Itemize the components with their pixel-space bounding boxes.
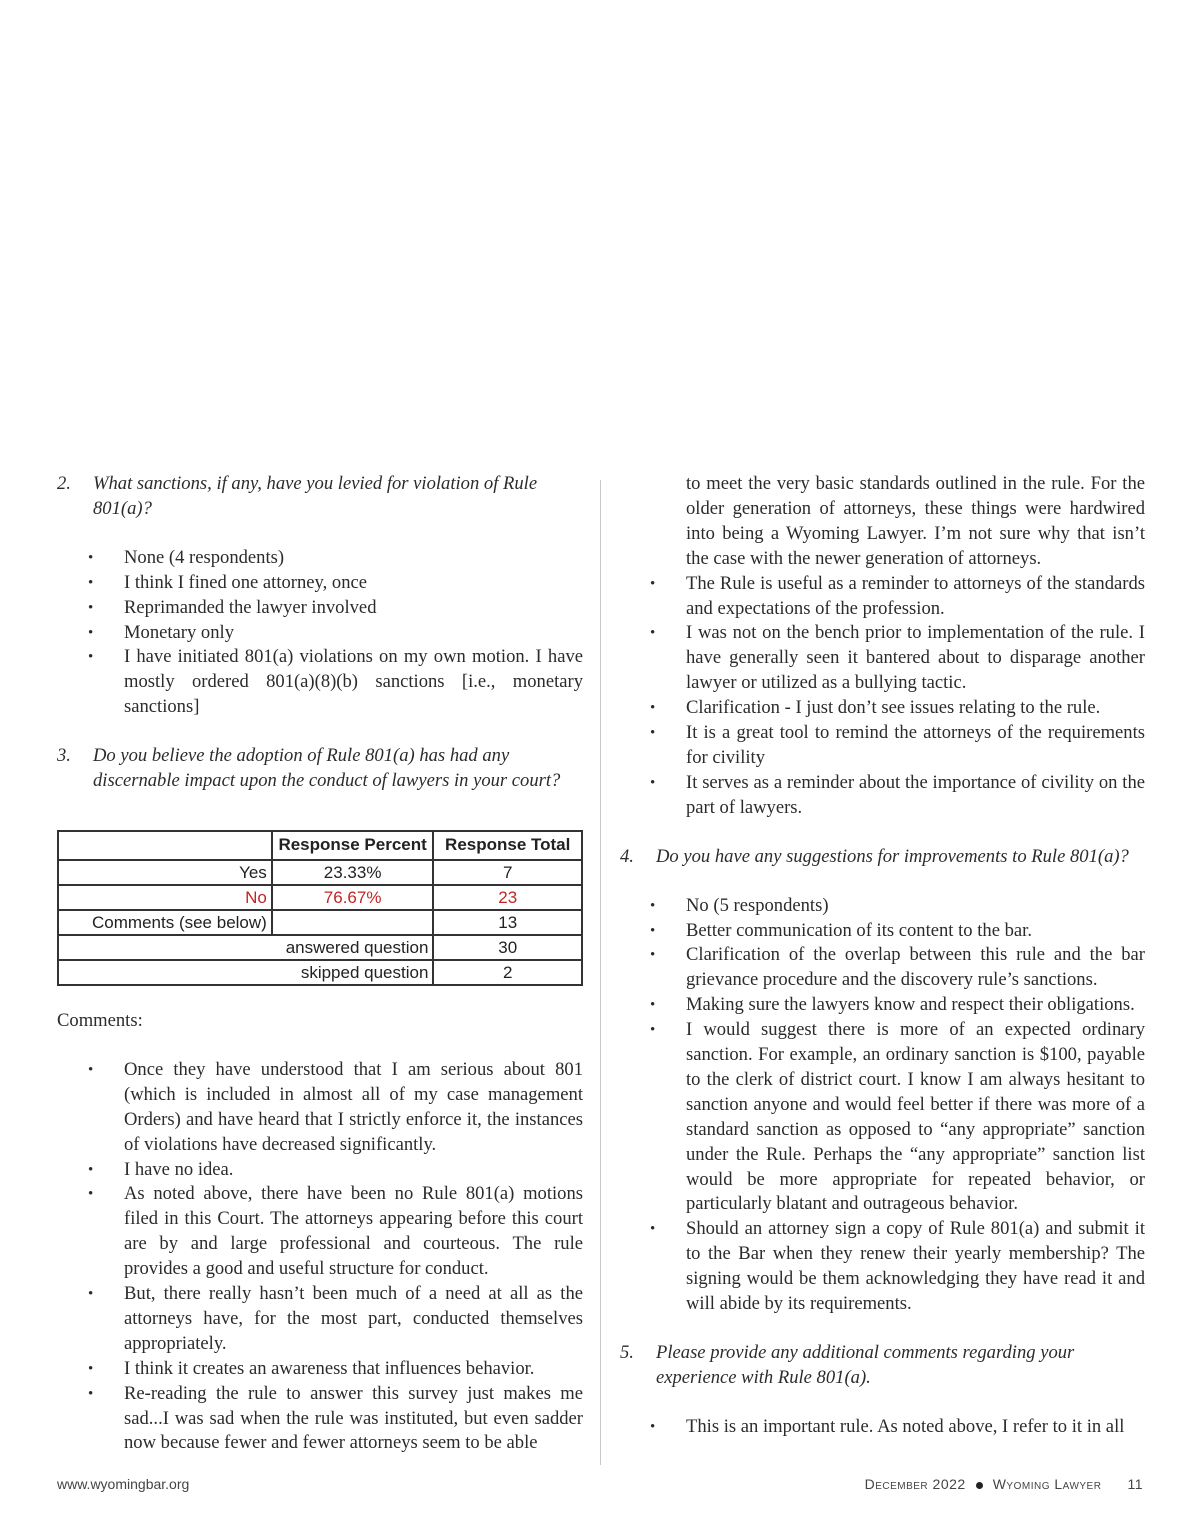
response-table [57,830,583,986]
list-item: • It is a great tool to remind the attorneys of the requirements for civility [620,721,1145,771]
question-text: Please provide any additional comments regarding your experience with Rule 801(a). [656,1342,1075,1388]
right-column [620,472,1145,1440]
list-item: • I have no idea. [57,1158,583,1183]
list-item: • The Rule is useful as a reminder to attorneys of the standards and expectations of the profession. [620,572,1145,622]
question-text: What sanctions, if any, have you levied for violation of Rule 801(a)? [93,473,538,519]
skipped-label: skipped question [58,960,433,985]
left-column [57,472,583,1456]
question-3 [57,744,583,794]
question-text: Do you have any suggestions for improvements to Rule 801(a)? [656,845,1129,867]
comments-list-continued [620,572,1145,821]
row-total: 7 [433,860,582,885]
table-row [58,960,582,985]
list-item: • It serves as a reminder about the importance of civility on the part of lawyers. [620,771,1145,821]
row-label: Yes [58,860,272,885]
list-item: • I think I fined one attorney, once [57,571,583,596]
list-item: • I think it creates an awareness that influences behavior. [57,1357,583,1382]
row-label: Comments (see below) [58,910,272,935]
question-number: 3. [57,745,71,767]
footer-publication: Wyoming Lawyer [992,1476,1102,1492]
q2-answer-list [57,546,583,720]
answered-value: 30 [433,935,582,960]
list-item: • I was not on the bench prior to implementation of the rule. I have generally seen it bantered about to disparage another lawyer or utilized as a bullying tactic. [620,621,1145,696]
question-2 [57,472,583,522]
row-percent [272,910,434,935]
list-item: • Once they have understood that I am serious about 801 (which is included in almost all of my case management Orders) and have heard that I strictly enforce it, the instances of violations have decreased significantly. [57,1058,583,1158]
list-item: • Clarification - I just don’t see issues relating to the rule. [620,696,1145,721]
table-row [58,935,582,960]
footer-website: www.wyomingbar.org [57,1476,190,1492]
row-percent: 23.33% [272,860,434,885]
list-item: • This is an important rule. As noted above, I refer to it in all [620,1415,1145,1440]
list-item: • As noted above, there have been no Rule 801(a) motions filed in this Court. The attorneys appearing before this court are by and large professional and courteous. The rule provides a good and useful structure for conduct. [57,1182,583,1282]
question-4 [620,845,1145,870]
bullet-dot-icon [976,1482,983,1489]
skipped-value: 2 [433,960,582,985]
question-number: 2. [57,473,71,494]
row-total: 23 [433,885,582,910]
list-item: • Better communication of its content to the bar. [620,919,1145,944]
column-divider [600,480,601,1465]
question-number: 5. [620,1342,634,1363]
footer-issue: December 2022 [864,1476,966,1492]
table-row [58,860,582,885]
header-response-percent: Response Percent [272,831,434,860]
list-item: • Clarification of the overlap between this rule and the bar grievance procedure and the discovery rule’s sanctions. [620,943,1145,993]
list-item: • I would suggest there is more of an expected ordinary sanction. For example, an ordinary sanction is $100, payable to the clerk of district court. I know I am always hesitant to sanction anyone and would feel better if there was more of a standard sanction as opposed to “any appropriate” sanction under the Rule. Perhaps the “any appropriate” sanction list would be more appropriate for repeated behavior, or particularly blatant and outrageous behavior. [620,1018,1145,1217]
table-row [58,885,582,910]
continued-text: to meet the very basic standards outlined in the rule. For the older generation of attorneys, these things were hardwired into being a Wyoming Lawyer. I’m not sure why that isn’t the case with the newer generation of attorneys. [686,473,1145,569]
list-item: • Re-reading the rule to answer this survey just makes me sad...I was sad when the rule was instituted, but even sadder now because fewer and fewer attorneys seem to be able [57,1382,583,1457]
page-number: 11 [1127,1476,1143,1492]
header-response-total: Response Total [433,831,582,860]
comments-list [57,1058,583,1457]
comments-label: Comments: [57,1009,143,1031]
list-item: • But, there really hasn’t been much of a need at all as the attorneys have, for the most part, conducted themselves appropriately. [57,1282,583,1357]
list-item: • Should an attorney sign a copy of Rule 801(a) and submit it to the Bar when they renew their yearly membership? The signing would be them acknowledging they have read it and will abide by its requirements. [620,1217,1145,1317]
row-percent: 76.67% [272,885,434,910]
question-text: Do you believe the adoption of Rule 801(a) has had any discernable impact upon the conduct of lawyers in your court? [93,745,561,792]
list-item: • No (5 respondents) [620,894,1145,919]
list-item: • Reprimanded the lawyer involved [57,596,583,621]
list-item: • None (4 respondents) [57,546,583,571]
question-number: 4. [620,845,634,867]
q4-answer-list [620,894,1145,1317]
list-item: • I have initiated 801(a) violations on my own motion. I have mostly ordered 801(a)(8)(b) sanctions [i.e., monetary sanctions] [57,645,583,720]
footer-issue-info [865,1476,1143,1492]
row-label: No [58,885,272,910]
q5-answer-list [620,1415,1145,1440]
row-total: 13 [433,910,582,935]
answered-label: answered question [58,935,433,960]
question-5 [620,1341,1145,1391]
table-corner [58,831,272,860]
list-item: • Making sure the lawyers know and respect their obligations. [620,993,1145,1018]
list-item: • Monetary only [57,621,583,646]
table-row [58,910,582,935]
